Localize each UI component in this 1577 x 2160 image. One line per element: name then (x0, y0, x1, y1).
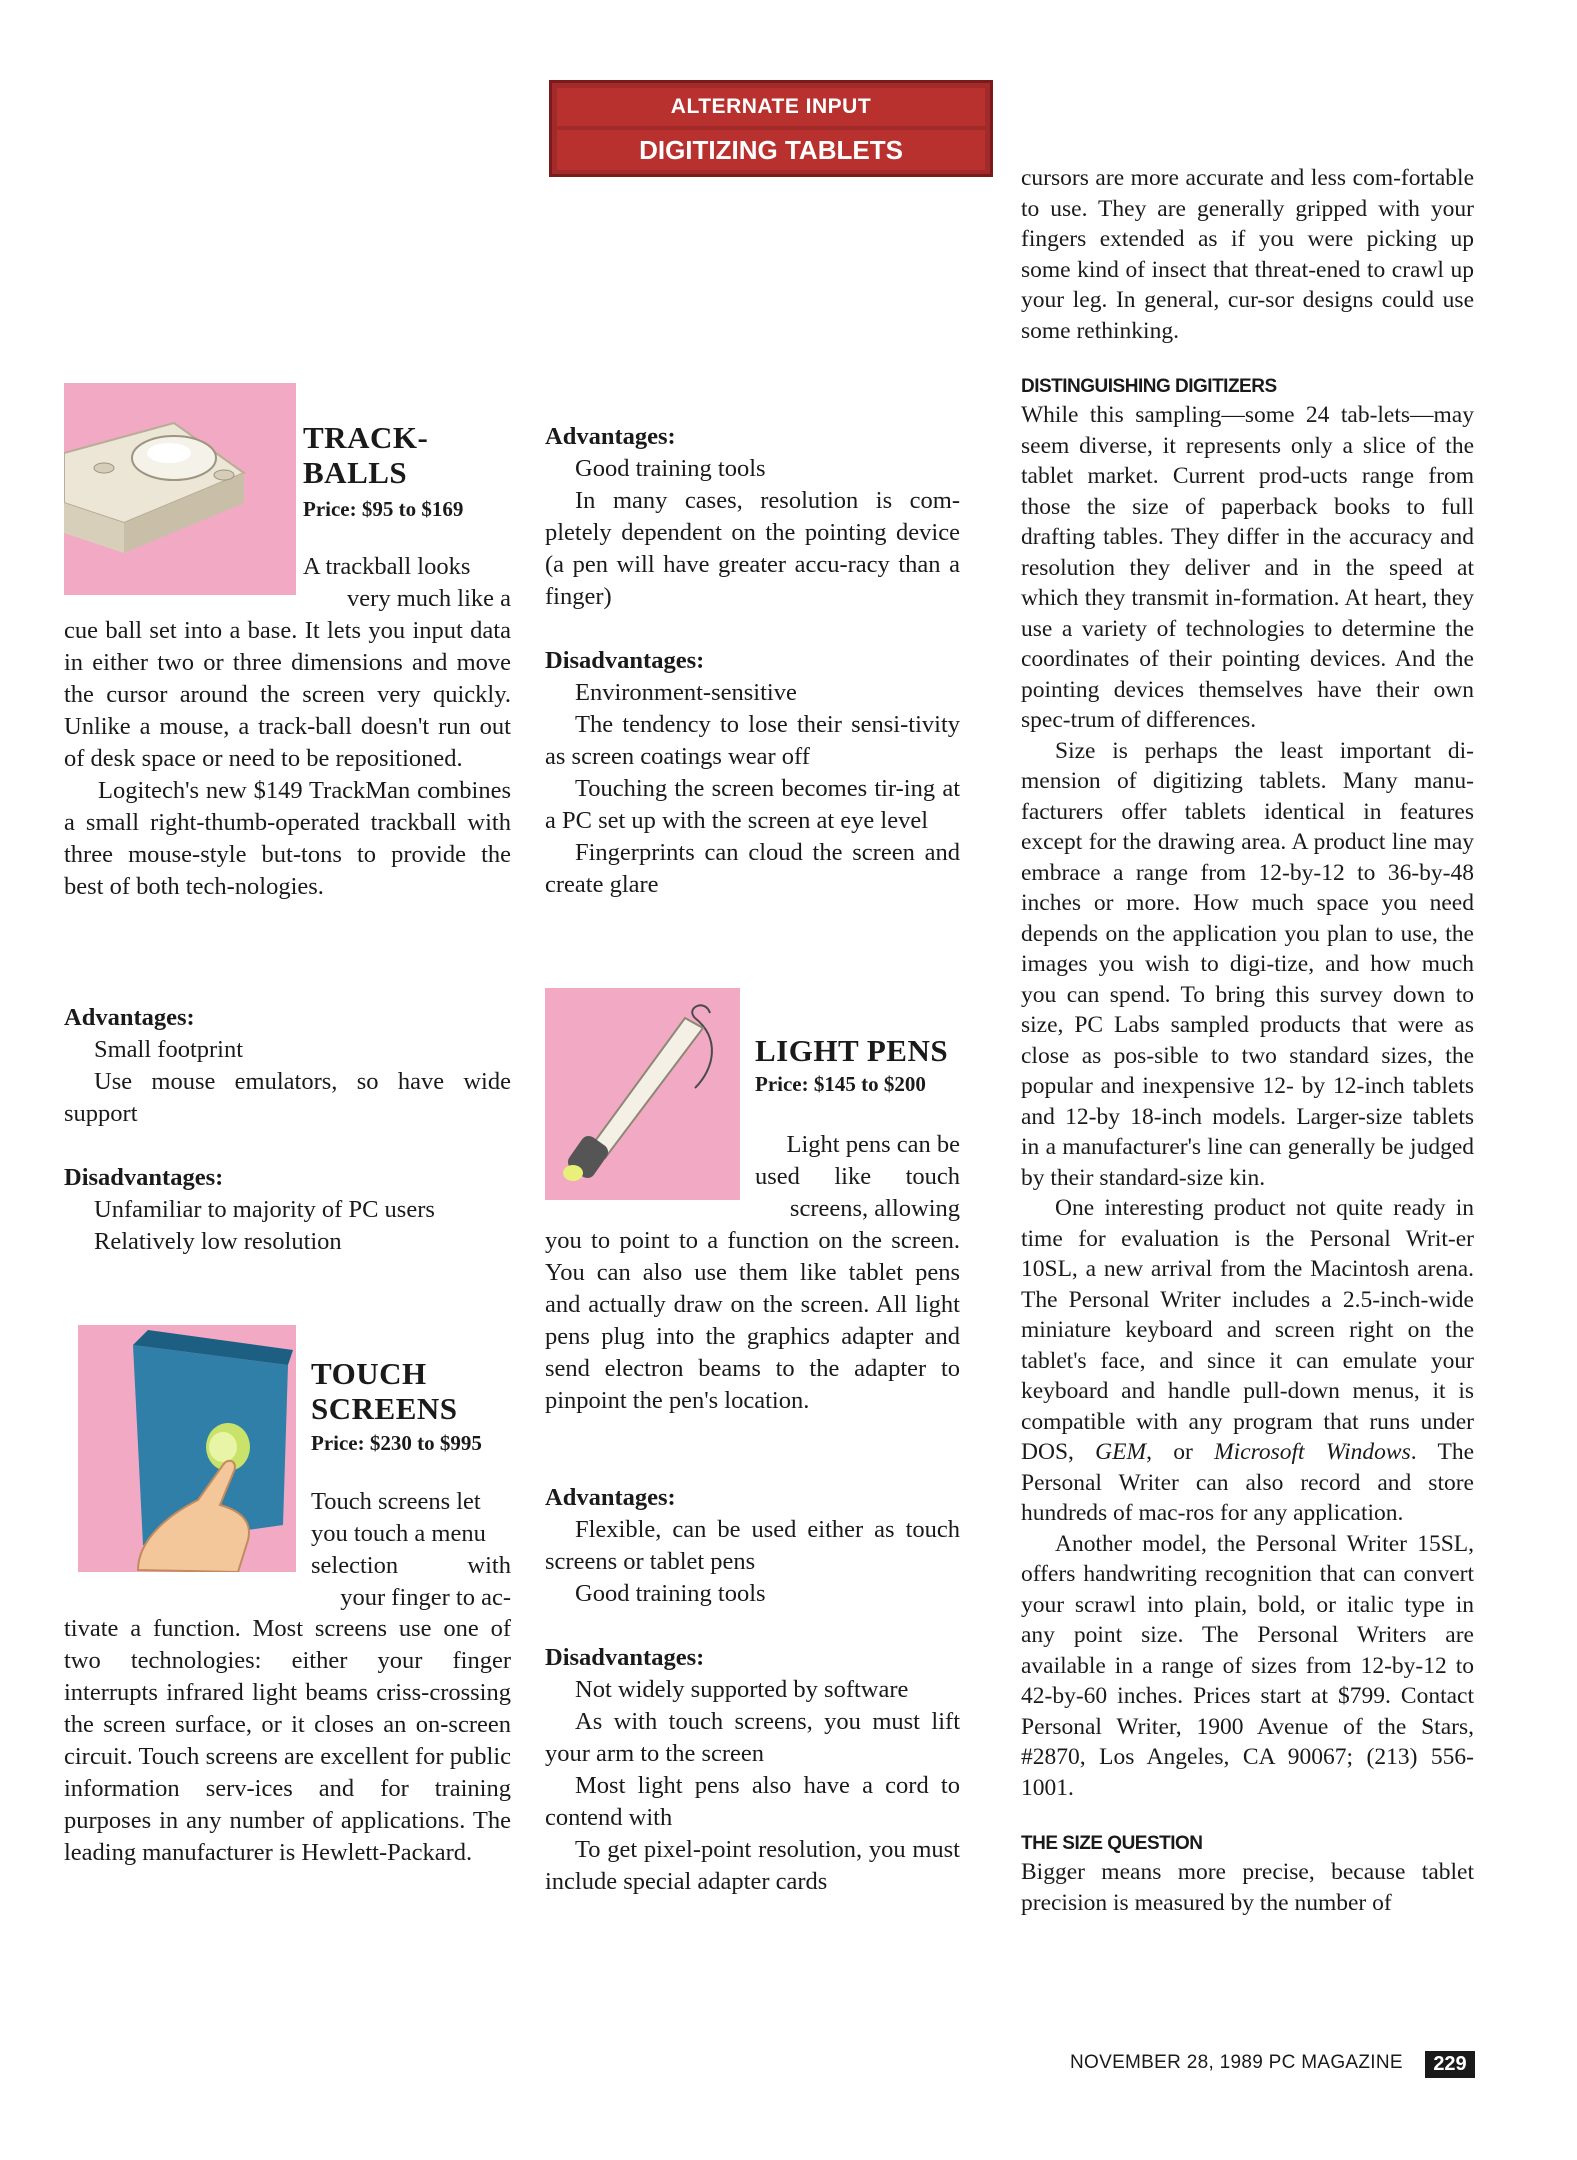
lightpens-pros-cons (545, 1482, 960, 1898)
section-banner (549, 80, 993, 177)
touchscreens-disadvantage-item: Environment-sensitive (575, 679, 797, 706)
trackballs-disadvantage-item: Relatively low resolution (94, 1228, 342, 1255)
size-question-paragraph: Bigger means more precise, because tablet precision is measured by the number of (1021, 1859, 1474, 1916)
touchscreens-heading (311, 1356, 458, 1426)
section-label: ALTERNATE INPUT (557, 88, 985, 126)
lightpens-disadvantage-item: Most light pens also have a cord to contend with (545, 1772, 960, 1831)
touchscreens-pros-cons (545, 421, 960, 901)
p3-post: . The Personal Writer can also record and store hundreds of mac-ros for any application. (1021, 1439, 1475, 1526)
trackballs-disadvantages-label: Disadvantages: (64, 1164, 224, 1191)
distinguishing-paragraph: Size is perhaps the least important di-mension of digitizing tablets. Many manu-facturers offer tablets identical in features except for the drawing area. A product line may embrace a range from 12-by-12 to 36-by-48 inches or more. How much space you need depends on the application you plan to use, the images you wish to digi-tize, and how much you can spend. To bring this survey down to size, PC Labs sampled products that were as close as pos-sible to two standard sizes, the popular and inexpensive 12- by 12-inch tablets and 12-by 18-inch models. Larger-size tablets in a manufacturer's line can generally be judged by their standard-size kin. (1021, 737, 1474, 1191)
trackballs-intro-b: very much like a (347, 585, 511, 612)
distinguishing-paragraph (1021, 1193, 1474, 1529)
lightpens-disadvantage-item: To get pixel-point resolution, you must include special adapter cards (545, 1836, 960, 1895)
lightpens-disadvantage-item: As with touch screens, you must lift your arm to the screen (545, 1708, 960, 1767)
touchscreens-intro (311, 1486, 511, 1614)
lightpens-body (545, 1225, 960, 1417)
trackball-illustration (64, 383, 296, 595)
lightpens-heading: LIGHT PENS (755, 1033, 949, 1068)
lightpens-intro-a: Light pens can be (786, 1131, 960, 1158)
touchscreens-disadvantage-item: Touching the screen becomes tir-ing at a PC set up with the screen at eye level (545, 775, 960, 834)
touchscreens-advantage-item: Good training tools (575, 455, 766, 482)
trackballs-disadvantage-item: Unfamiliar to majority of PC users (94, 1196, 435, 1223)
trackballs-advantage-item: Use mouse emulators, so have wide support (64, 1068, 511, 1127)
lightpens-intro-b: used like touch (755, 1163, 960, 1190)
size-question-heading: THE SIZE QUESTION (1021, 1833, 1203, 1854)
lightpens-body-text: you to point to a function on the screen. You can also use them like tablet pens and actually draw on the screen. All light pens plug into the graphics adapter and send electron beams to the adapter to pinpoint the pen's location. (545, 1227, 960, 1414)
touchscreens-intro-c: selection with (311, 1552, 511, 1579)
windows-product-name: Microsoft Windows (1214, 1439, 1411, 1465)
right-column-lead: cursors are more accurate and less com-fortable to use. They are generally gripped with your fingers extended as if you were picking up some kind of insect that threat-ened to crawl up your leg. In general, cur-sor designs could use some rethinking. (1021, 165, 1474, 344)
lightpens-intro (755, 1129, 960, 1225)
gem-product-name: GEM (1095, 1439, 1147, 1465)
trackballs-price: Price: $95 to $169 (303, 497, 464, 521)
trackballs-advantage-item: Small footprint (94, 1036, 244, 1063)
trackballs-pros-cons (64, 1002, 511, 1258)
touchscreens-price: Price: $230 to $995 (311, 1431, 482, 1455)
trackballs-advantages-label: Advantages: (64, 1004, 195, 1031)
touchscreens-advantages-label: Advantages: (545, 423, 676, 450)
trackballs-heading-line1: TRACK- (303, 420, 429, 455)
p3-pre: One interesting product not quite ready in time for evaluation is the Personal Writ-er 10SL, a new arrival from the Macintosh arena. The Personal Writer includes a 2.5-inch-wide miniature keyboard and screen right on the tablet's face, and since it can emulate your keyboard and handle pull-down menus, it is compatible with any program that runs under DOS, (1021, 1195, 1474, 1465)
touchscreens-body-text: tivate a function. Most screens use one of two technologies: either your finger interrupts infrared light beams criss-crossing the screen surface, or it closes an on-screen circuit. Touch screens are excellent for public information serv-ices and for training purposes in any number of applications. The leading manufacturer is Hewlett-Packard. (64, 1615, 511, 1866)
distinguishing-digitizers-heading: DISTINGUISHING DIGITIZERS (1021, 376, 1277, 397)
trackballs-heading-line2: BALLS (303, 455, 408, 490)
touchscreens-disadvantages-label: Disadvantages: (545, 647, 705, 674)
lightpens-advantage-item: Good training tools (575, 1580, 766, 1607)
distinguishing-paragraph: Another model, the Personal Writer 15SL, offers handwriting recognition that can convert your scrawl into plain, bold, or italic type in any point size. The Personal Writers are available in a range of sizes from 12-by-12 to 42-by-60 inches. Prices start at $799. Contact Personal Writer, 1900 Avenue of the Stars, #2870, Los Angeles, CA 90067; (213) 556-1001. (1021, 1530, 1474, 1801)
trackballs-body-1: cue ball set into a base. It lets you input data in either two or three dimensions and move the cursor around the screen very quickly. Unlike a mouse, a track-ball doesn't run out of desk space or need to be repositioned. (64, 617, 511, 772)
touchscreens-intro-a: Touch screens let (311, 1488, 481, 1515)
touchscreens-body (64, 1613, 511, 1869)
touchscreen-illustration (78, 1325, 296, 1572)
lightpen-illustration (545, 988, 740, 1200)
trackballs-body-2: Logitech's new $149 TrackMan combines a small right-thumb-operated trackball with three mouse-style but-tons to provide the best of both tech-nologies. (64, 777, 511, 900)
lightpens-advantages-label: Advantages: (545, 1484, 676, 1511)
lightpens-intro-c: screens, allowing (789, 1195, 960, 1222)
touchscreens-intro-d: your finger to ac- (340, 1584, 511, 1611)
right-column (1021, 163, 1474, 1918)
trackballs-body (64, 615, 511, 903)
lightpens-price: Price: $145 to $200 (755, 1072, 926, 1096)
page-title: DIGITIZING TABLETS (557, 130, 985, 170)
touchscreens-disadvantage-item: Fingerprints can cloud the screen and create glare (545, 839, 960, 898)
trackballs-heading (303, 420, 428, 490)
touchscreens-disadvantage-item: The tendency to lose their sensi-tivity as screen coatings wear off (545, 711, 960, 770)
touchscreens-heading-line1: TOUCH (311, 1356, 427, 1391)
page-number: 229 (1425, 2051, 1475, 2078)
touchscreens-advantage-item: In many cases, resolution is com-pletely dependent on the pointing device (a pen will have greater accu-racy than a finger) (545, 487, 960, 610)
lightpens-disadvantages-label: Disadvantages: (545, 1644, 705, 1671)
footer-issue: NOVEMBER 28, 1989 PC MAGAZINE (1070, 2052, 1403, 2073)
lightpens-advantage-item: Flexible, can be used either as touch screens or tablet pens (545, 1516, 960, 1575)
lightpens-disadvantage-item: Not widely supported by software (575, 1676, 909, 1703)
touchscreens-intro-b: you touch a menu (311, 1520, 486, 1547)
touchscreens-heading-line2: SCREENS (311, 1391, 458, 1426)
trackballs-intro (303, 551, 511, 615)
distinguishing-paragraph: While this sampling—some 24 tab-lets—may seem diverse, it represents only a slice of the tablet market. Current prod-ucts range from those the size of paperback books to full drafting tables. They differ in the accuracy and resolution they deliver and in the speed at which they transmit in-formation. At heart, they use a variety of technologies to determine the coordinates of their pointing devices. And the pointing devices themselves have their own spec-trum of differences. (1021, 402, 1474, 733)
p3-mid: , or (1146, 1439, 1215, 1465)
trackballs-intro-a: A trackball looks (303, 553, 471, 580)
